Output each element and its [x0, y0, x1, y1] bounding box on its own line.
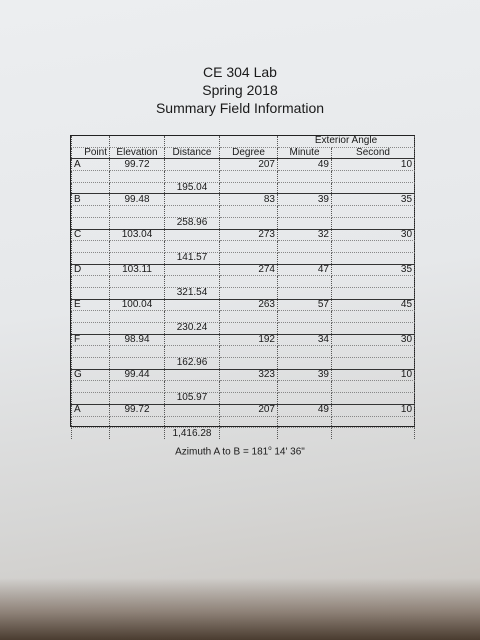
- second-cell: 10: [332, 369, 415, 381]
- blank-cell: [220, 287, 278, 299]
- blank-cell: [220, 358, 278, 370]
- azimuth-note: [0, 446, 480, 457]
- distance-row: [72, 217, 415, 229]
- blank-cell: [72, 287, 110, 299]
- blank-cell: [220, 136, 278, 147]
- col-header-distance: Distance: [165, 147, 220, 159]
- blank-cell: [110, 206, 165, 218]
- col-header-degree: Degree: [220, 147, 278, 159]
- degree-cell: 207: [220, 159, 278, 171]
- point-cell: A: [72, 159, 110, 171]
- degree-cell: 207: [220, 404, 278, 416]
- blank-cell: [110, 276, 165, 288]
- distance-cell: 258.96: [165, 217, 220, 229]
- minute-cell: 57: [278, 299, 332, 311]
- second-cell: 10: [332, 159, 415, 171]
- distance-blank-cell: [165, 229, 220, 241]
- degree-cell: 83: [220, 194, 278, 206]
- blank-cell: [278, 287, 332, 299]
- blank-cell: [72, 252, 110, 264]
- blank-cell: [220, 428, 278, 439]
- blank-cell: [220, 381, 278, 393]
- summary-table: [70, 135, 415, 439]
- blank-cell: [332, 241, 415, 253]
- distance-blank-cell: [165, 369, 220, 381]
- blank-cell: [110, 428, 165, 439]
- distance-blank-cell: [165, 159, 220, 171]
- blank-cell: [220, 323, 278, 335]
- blank-cell: [72, 136, 110, 147]
- minute-cell: 32: [278, 229, 332, 241]
- minute-cell: 49: [278, 159, 332, 171]
- blank-cell: [72, 323, 110, 335]
- blank-cell: [110, 381, 165, 393]
- blank-cell: [72, 206, 110, 218]
- elevation-cell: 99.72: [110, 404, 165, 416]
- blank-cell: [165, 136, 220, 147]
- degree-cell: 263: [220, 299, 278, 311]
- blank-cell: [332, 217, 415, 229]
- blank-cell: [165, 381, 220, 393]
- blank-cell: [165, 241, 220, 253]
- blank-cell: [278, 416, 332, 428]
- col-header-point: Point: [72, 147, 110, 159]
- second-cell: 35: [332, 194, 415, 206]
- blank-cell: [110, 252, 165, 264]
- spacer-row: [72, 276, 415, 288]
- col-header-second: Second: [332, 147, 415, 159]
- second-cell: 30: [332, 229, 415, 241]
- blank-cell: [72, 358, 110, 370]
- summary-title: Summary Field Information: [155, 100, 325, 116]
- distance-cell: 105.97: [165, 393, 220, 405]
- minute-cell: 49: [278, 404, 332, 416]
- blank-cell: [278, 252, 332, 264]
- distance-blank-cell: [165, 334, 220, 346]
- distance-row: [72, 428, 415, 439]
- spacer-row: [72, 241, 415, 253]
- point-cell: E: [72, 299, 110, 311]
- blank-cell: [165, 206, 220, 218]
- blank-cell: [110, 182, 165, 194]
- blank-cell: [165, 311, 220, 323]
- elevation-cell: 98.94: [110, 334, 165, 346]
- minute-cell: 39: [278, 369, 332, 381]
- point-cell: A: [72, 404, 110, 416]
- table-row: [72, 334, 415, 346]
- spacer-row: [72, 346, 415, 358]
- distance-cell: 141.57: [165, 252, 220, 264]
- blank-cell: [332, 381, 415, 393]
- distance-row: [72, 252, 415, 264]
- blank-cell: [72, 217, 110, 229]
- distance-cell: 321.54: [165, 287, 220, 299]
- blank-cell: [72, 276, 110, 288]
- degree-cell: 274: [220, 264, 278, 276]
- minute-cell: 39: [278, 194, 332, 206]
- point-cell: C: [72, 229, 110, 241]
- azimuth-prefix: Azimuth A to B = 181: [175, 446, 269, 458]
- degree-cell: 273: [220, 229, 278, 241]
- blank-cell: [332, 428, 415, 439]
- blank-cell: [220, 171, 278, 183]
- blank-cell: [278, 206, 332, 218]
- point-cell: G: [72, 369, 110, 381]
- blank-cell: [72, 171, 110, 183]
- blank-cell: [278, 393, 332, 405]
- blank-cell: [278, 217, 332, 229]
- blank-cell: [110, 346, 165, 358]
- blank-cell: [110, 241, 165, 253]
- point-cell: F: [72, 334, 110, 346]
- blank-cell: [72, 182, 110, 194]
- blank-cell: [332, 358, 415, 370]
- blank-cell: [110, 217, 165, 229]
- second-cell: 35: [332, 264, 415, 276]
- blank-cell: [332, 182, 415, 194]
- minute-cell: 47: [278, 264, 332, 276]
- blank-cell: [220, 276, 278, 288]
- distance-row: [72, 287, 415, 299]
- blank-cell: [110, 171, 165, 183]
- term-title: Spring 2018: [202, 82, 278, 98]
- field-table: [71, 136, 415, 439]
- distance-blank-cell: [165, 299, 220, 311]
- blank-cell: [220, 206, 278, 218]
- distance-cell: 1,416.28: [165, 428, 220, 439]
- table-row: [72, 369, 415, 381]
- blank-cell: [278, 311, 332, 323]
- blank-cell: [278, 276, 332, 288]
- blank-cell: [278, 358, 332, 370]
- blank-cell: [278, 381, 332, 393]
- elevation-cell: 103.11: [110, 264, 165, 276]
- col-header-minute: Minute: [278, 147, 332, 159]
- spacer-row: [72, 171, 415, 183]
- blank-cell: [332, 323, 415, 335]
- blank-cell: [332, 171, 415, 183]
- col-header-elevation: Elevation: [110, 147, 165, 159]
- blank-cell: [110, 323, 165, 335]
- blank-cell: [332, 252, 415, 264]
- distance-blank-cell: [165, 264, 220, 276]
- blank-cell: [165, 276, 220, 288]
- degree-cell: 323: [220, 369, 278, 381]
- blank-cell: [278, 241, 332, 253]
- azimuth-suffix: 14' 36": [271, 446, 305, 458]
- blank-cell: [220, 241, 278, 253]
- blank-cell: [165, 171, 220, 183]
- point-cell: B: [72, 194, 110, 206]
- blank-cell: [110, 311, 165, 323]
- blank-cell: [332, 346, 415, 358]
- blank-cell: [220, 416, 278, 428]
- blank-cell: [332, 287, 415, 299]
- distance-row: [72, 323, 415, 335]
- blank-cell: [72, 311, 110, 323]
- blank-cell: [220, 346, 278, 358]
- elevation-cell: 100.04: [110, 299, 165, 311]
- blank-cell: [332, 311, 415, 323]
- blank-cell: [110, 393, 165, 405]
- elevation-cell: 103.04: [110, 229, 165, 241]
- distance-cell: 162.96: [165, 358, 220, 370]
- second-cell: 45: [332, 299, 415, 311]
- blank-cell: [72, 428, 110, 439]
- distance-row: [72, 393, 415, 405]
- degree-cell: 192: [220, 334, 278, 346]
- blank-cell: [278, 346, 332, 358]
- table-row: [72, 404, 415, 416]
- blank-cell: [278, 323, 332, 335]
- bottom-shadow: [0, 578, 480, 640]
- table-row: [72, 299, 415, 311]
- blank-cell: [110, 358, 165, 370]
- blank-cell: [72, 346, 110, 358]
- blank-cell: [72, 416, 110, 428]
- elevation-cell: 99.72: [110, 159, 165, 171]
- minute-cell: 34: [278, 334, 332, 346]
- distance-row: [72, 358, 415, 370]
- blank-cell: [72, 241, 110, 253]
- spacer-row: [72, 311, 415, 323]
- table-row: [72, 159, 415, 171]
- point-cell: D: [72, 264, 110, 276]
- second-cell: 10: [332, 404, 415, 416]
- blank-cell: [220, 393, 278, 405]
- blank-cell: [220, 217, 278, 229]
- blank-cell: [332, 393, 415, 405]
- blank-cell: [220, 182, 278, 194]
- blank-cell: [110, 287, 165, 299]
- distance-row: [72, 182, 415, 194]
- spacer-row: [72, 206, 415, 218]
- blank-cell: [165, 346, 220, 358]
- spacer-row: [72, 416, 415, 428]
- table-row: [72, 194, 415, 206]
- distance-blank-cell: [165, 194, 220, 206]
- blank-cell: [72, 393, 110, 405]
- elevation-cell: 99.48: [110, 194, 165, 206]
- blank-cell: [278, 171, 332, 183]
- spacer-row: [72, 381, 415, 393]
- course-title: CE 304 Lab: [203, 64, 277, 80]
- blank-cell: [332, 206, 415, 218]
- exterior-angle-header: Exterior Angle: [278, 136, 415, 147]
- blank-cell: [278, 182, 332, 194]
- distance-cell: 195.04: [165, 182, 220, 194]
- blank-cell: [220, 252, 278, 264]
- table-row: [72, 264, 415, 276]
- distance-blank-cell: [165, 404, 220, 416]
- blank-cell: [110, 416, 165, 428]
- blank-cell: [220, 311, 278, 323]
- table-row: [72, 229, 415, 241]
- blank-cell: [332, 276, 415, 288]
- blank-cell: [278, 428, 332, 439]
- blank-cell: [110, 136, 165, 147]
- distance-cell: 230.24: [165, 323, 220, 335]
- blank-cell: [165, 416, 220, 428]
- elevation-cell: 99.44: [110, 369, 165, 381]
- degree-symbol: o: [268, 446, 272, 452]
- blank-cell: [72, 381, 110, 393]
- second-cell: 30: [332, 334, 415, 346]
- blank-cell: [332, 416, 415, 428]
